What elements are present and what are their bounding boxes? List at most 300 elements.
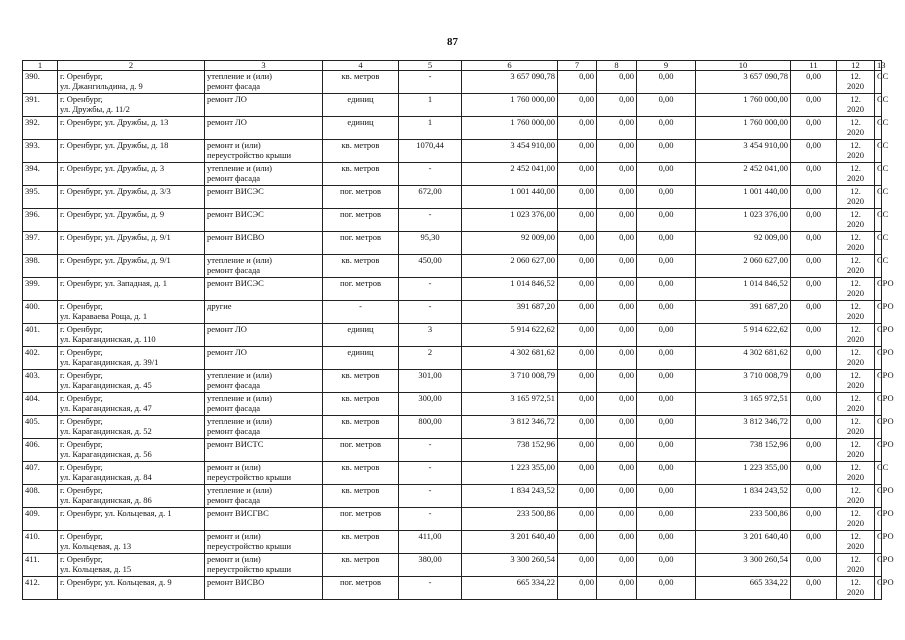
address-line-1: г. Оренбург, ул. Дружбы, д. 9 xyxy=(60,209,165,219)
address-line-2: ул. Кольцевая, д. 15 xyxy=(60,564,132,574)
funding-method-cell: СРО xyxy=(875,278,882,301)
address-line-1: г. Оренбург, xyxy=(60,301,103,311)
fund-col-10-cell: 0,00 xyxy=(637,209,696,232)
funding-method-cell: СС xyxy=(875,232,882,255)
work-type-cell xyxy=(205,186,323,209)
deadline-year: 2020 xyxy=(847,403,864,413)
deadline-cell xyxy=(837,347,875,370)
address-line-2: ул. Карагандинская, д. 84 xyxy=(60,472,152,482)
fund-col-12-cell: 0,00 xyxy=(791,278,837,301)
row-number-cell: 408. xyxy=(23,485,58,508)
deadline-month: 12. xyxy=(850,347,861,357)
work-type-cell xyxy=(205,324,323,347)
deadline-cell xyxy=(837,393,875,416)
deadline-year: 2020 xyxy=(847,173,864,183)
fund-col-11-cell: 1 223 355,00 xyxy=(696,462,791,485)
fund-col-8-cell: 0,00 xyxy=(558,232,597,255)
deadline-cell xyxy=(837,255,875,278)
volume-cell: 301,00 xyxy=(399,370,462,393)
fund-col-12-cell: 0,00 xyxy=(791,554,837,577)
work-type-line-1: утепление и (или) xyxy=(207,393,272,403)
work-type-cell xyxy=(205,71,323,94)
work-type-line-1: утепление и (или) xyxy=(207,416,272,426)
fund-col-11-cell: 4 302 681,62 xyxy=(696,347,791,370)
deadline-cell xyxy=(837,163,875,186)
fund-col-11-cell: 3 201 640,40 xyxy=(696,531,791,554)
deadline-year: 2020 xyxy=(847,242,864,252)
work-type-line-1: другие xyxy=(207,301,232,311)
total-cost-cell: 2 060 627,00 xyxy=(462,255,558,278)
table-row xyxy=(23,140,882,163)
fund-col-9-cell: 0,00 xyxy=(597,370,637,393)
funding-method-cell: СС xyxy=(875,94,882,117)
total-cost-cell: 1 834 243,52 xyxy=(462,485,558,508)
total-cost-cell: 1 760 000,00 xyxy=(462,94,558,117)
deadline-month: 12. xyxy=(850,485,861,495)
unit-cell: пог. метров xyxy=(323,232,399,255)
fund-col-10-cell: 0,00 xyxy=(637,508,696,531)
fund-col-8-cell: 0,00 xyxy=(558,324,597,347)
fund-col-12-cell: 0,00 xyxy=(791,347,837,370)
row-number-cell: 391. xyxy=(23,94,58,117)
row-number-cell: 396. xyxy=(23,209,58,232)
funding-method-cell: СРО xyxy=(875,416,882,439)
fund-col-12-cell: 0,00 xyxy=(791,71,837,94)
funding-method-cell: СС xyxy=(875,140,882,163)
table-row xyxy=(23,186,882,209)
address-cell xyxy=(58,554,205,577)
fund-col-8-cell: 0,00 xyxy=(558,163,597,186)
column-number-header: 1 xyxy=(23,61,58,71)
address-line-1: г. Оренбург, ул. Дружбы, д. 13 xyxy=(60,117,169,127)
unit-cell: пог. метров xyxy=(323,577,399,600)
table-row xyxy=(23,324,882,347)
deadline-year: 2020 xyxy=(847,587,864,597)
fund-col-8-cell: 0,00 xyxy=(558,186,597,209)
work-type-cell xyxy=(205,393,323,416)
column-number-header: 6 xyxy=(462,61,558,71)
work-type-cell xyxy=(205,554,323,577)
fund-col-8-cell: 0,00 xyxy=(558,94,597,117)
fund-col-9-cell: 0,00 xyxy=(597,255,637,278)
work-type-cell xyxy=(205,531,323,554)
row-number-cell: 399. xyxy=(23,278,58,301)
address-cell xyxy=(58,324,205,347)
fund-col-11-cell: 1 001 440,00 xyxy=(696,186,791,209)
row-number-cell: 409. xyxy=(23,508,58,531)
table-row xyxy=(23,209,882,232)
unit-cell: кв. метров xyxy=(323,370,399,393)
fund-col-11-cell: 2 060 627,00 xyxy=(696,255,791,278)
table-row xyxy=(23,255,882,278)
fund-col-10-cell: 0,00 xyxy=(637,439,696,462)
fund-col-9-cell: 0,00 xyxy=(597,554,637,577)
fund-col-11-cell: 3 165 972,51 xyxy=(696,393,791,416)
fund-col-10-cell: 0,00 xyxy=(637,462,696,485)
table-row xyxy=(23,485,882,508)
fund-col-9-cell: 0,00 xyxy=(597,531,637,554)
volume-cell: 300,00 xyxy=(399,393,462,416)
fund-col-12-cell: 0,00 xyxy=(791,393,837,416)
work-type-cell xyxy=(205,301,323,324)
work-type-line-1: ремонт ВИСГВС xyxy=(207,508,269,518)
funding-method-cell: СС xyxy=(875,71,882,94)
work-type-cell xyxy=(205,140,323,163)
unit-cell: кв. метров xyxy=(323,485,399,508)
deadline-cell xyxy=(837,186,875,209)
deadline-month: 12. xyxy=(850,186,861,196)
work-type-cell xyxy=(205,462,323,485)
volume-cell: - xyxy=(399,439,462,462)
volume-cell: 95,30 xyxy=(399,232,462,255)
address-cell xyxy=(58,163,205,186)
address-line-1: г. Оренбург, xyxy=(60,485,103,495)
work-type-line-1: ремонт ВИСТС xyxy=(207,439,264,449)
fund-col-10-cell: 0,00 xyxy=(637,416,696,439)
column-number-header: 4 xyxy=(323,61,399,71)
fund-col-12-cell: 0,00 xyxy=(791,301,837,324)
table-row xyxy=(23,531,882,554)
deadline-year: 2020 xyxy=(847,357,864,367)
volume-cell: 411,00 xyxy=(399,531,462,554)
fund-col-10-cell: 0,00 xyxy=(637,140,696,163)
funding-method-cell: СРО xyxy=(875,485,882,508)
repair-program-table xyxy=(22,60,894,600)
deadline-cell xyxy=(837,140,875,163)
fund-col-9-cell: 0,00 xyxy=(597,485,637,508)
fund-col-9-cell: 0,00 xyxy=(597,416,637,439)
work-type-line-1: ремонт и (или) xyxy=(207,554,261,564)
address-cell xyxy=(58,278,205,301)
fund-col-8-cell: 0,00 xyxy=(558,462,597,485)
fund-col-11-cell: 92 009,00 xyxy=(696,232,791,255)
fund-col-10-cell: 0,00 xyxy=(637,324,696,347)
deadline-year: 2020 xyxy=(847,288,864,298)
address-line-2: ул. Карагандинская, д. 52 xyxy=(60,426,152,436)
total-cost-cell: 738 152,96 xyxy=(462,439,558,462)
fund-col-11-cell: 3 300 260,54 xyxy=(696,554,791,577)
fund-col-10-cell: 0,00 xyxy=(637,255,696,278)
volume-cell: 1 xyxy=(399,94,462,117)
address-line-1: г. Оренбург, ул. Дружбы, д. 9/1 xyxy=(60,255,171,265)
total-cost-cell: 1 001 440,00 xyxy=(462,186,558,209)
work-type-line-1: ремонт и (или) xyxy=(207,140,261,150)
deadline-month: 12. xyxy=(850,117,861,127)
fund-col-12-cell: 0,00 xyxy=(791,370,837,393)
unit-cell: кв. метров xyxy=(323,554,399,577)
address-line-2: ул. Кольцевая, д. 13 xyxy=(60,541,132,551)
total-cost-cell: 3 710 008,79 xyxy=(462,370,558,393)
deadline-month: 12. xyxy=(850,508,861,518)
address-line-1: г. Оренбург, ул. Кольцевая, д. 1 xyxy=(60,508,172,518)
deadline-month: 12. xyxy=(850,554,861,564)
table-row xyxy=(23,370,882,393)
fund-col-10-cell: 0,00 xyxy=(637,117,696,140)
fund-col-10-cell: 0,00 xyxy=(637,186,696,209)
work-type-cell xyxy=(205,416,323,439)
fund-col-10-cell: 0,00 xyxy=(637,163,696,186)
deadline-year: 2020 xyxy=(847,518,864,528)
fund-col-10-cell: 0,00 xyxy=(637,577,696,600)
fund-col-10-cell: 0,00 xyxy=(637,554,696,577)
address-line-1: г. Оренбург, ул. Кольцевая, д. 9 xyxy=(60,577,172,587)
fund-col-10-cell: 0,00 xyxy=(637,232,696,255)
fund-col-10-cell: 0,00 xyxy=(637,370,696,393)
deadline-year: 2020 xyxy=(847,472,864,482)
address-line-2: ул. Караваева Роща, д. 1 xyxy=(60,311,148,321)
fund-col-12-cell: 0,00 xyxy=(791,255,837,278)
deadline-cell xyxy=(837,301,875,324)
table-row xyxy=(23,301,882,324)
column-number-header: 8 xyxy=(597,61,637,71)
volume-cell: 672,00 xyxy=(399,186,462,209)
deadline-year: 2020 xyxy=(847,150,864,160)
address-cell xyxy=(58,370,205,393)
unit-cell: пог. метров xyxy=(323,186,399,209)
funding-method-cell: СРО xyxy=(875,301,882,324)
work-type-line-2: ремонт фасада xyxy=(207,495,261,505)
fund-col-9-cell: 0,00 xyxy=(597,232,637,255)
total-cost-cell: 1 760 000,00 xyxy=(462,117,558,140)
work-type-line-1: ремонт ЛО xyxy=(207,94,247,104)
fund-col-11-cell: 3 710 008,79 xyxy=(696,370,791,393)
deadline-month: 12. xyxy=(850,416,861,426)
total-cost-cell: 233 500,86 xyxy=(462,508,558,531)
address-line-1: г. Оренбург, xyxy=(60,462,103,472)
fund-col-12-cell: 0,00 xyxy=(791,508,837,531)
deadline-cell xyxy=(837,577,875,600)
funding-method-cell: СРО xyxy=(875,324,882,347)
unit-cell: единиц xyxy=(323,117,399,140)
table-row xyxy=(23,439,882,462)
deadline-cell xyxy=(837,554,875,577)
total-cost-cell: 92 009,00 xyxy=(462,232,558,255)
volume-cell: - xyxy=(399,577,462,600)
total-cost-cell: 1 014 846,52 xyxy=(462,278,558,301)
fund-col-8-cell: 0,00 xyxy=(558,278,597,301)
table-row xyxy=(23,508,882,531)
work-type-cell xyxy=(205,347,323,370)
total-cost-cell: 3 165 972,51 xyxy=(462,393,558,416)
fund-col-12-cell: 0,00 xyxy=(791,531,837,554)
total-cost-cell: 3 812 346,72 xyxy=(462,416,558,439)
row-number-cell: 394. xyxy=(23,163,58,186)
deadline-year: 2020 xyxy=(847,495,864,505)
work-type-line-2: ремонт фасада xyxy=(207,173,261,183)
unit-cell: единиц xyxy=(323,324,399,347)
funding-method-cell: СРО xyxy=(875,531,882,554)
deadline-cell xyxy=(837,370,875,393)
unit-cell: пог. метров xyxy=(323,278,399,301)
table-row xyxy=(23,462,882,485)
work-type-line-1: ремонт ВИСЭС xyxy=(207,186,264,196)
fund-col-8-cell: 0,00 xyxy=(558,577,597,600)
fund-col-9-cell: 0,00 xyxy=(597,301,637,324)
row-number-cell: 393. xyxy=(23,140,58,163)
volume-cell: - xyxy=(399,462,462,485)
fund-col-8-cell: 0,00 xyxy=(558,416,597,439)
fund-col-11-cell: 665 334,22 xyxy=(696,577,791,600)
row-number-cell: 404. xyxy=(23,393,58,416)
fund-col-12-cell: 0,00 xyxy=(791,140,837,163)
row-number-cell: 403. xyxy=(23,370,58,393)
deadline-year: 2020 xyxy=(847,81,864,91)
unit-cell: единиц xyxy=(323,347,399,370)
fund-col-10-cell: 0,00 xyxy=(637,531,696,554)
row-number-cell: 406. xyxy=(23,439,58,462)
fund-col-9-cell: 0,00 xyxy=(597,140,637,163)
volume-cell: 3 xyxy=(399,324,462,347)
address-line-1: г. Оренбург, ул. Дружбы, д. 18 xyxy=(60,140,169,150)
address-cell xyxy=(58,508,205,531)
funding-method-cell: СРО xyxy=(875,370,882,393)
column-number-header: 11 xyxy=(791,61,837,71)
unit-cell: единиц xyxy=(323,94,399,117)
fund-col-11-cell: 3 657 090,78 xyxy=(696,71,791,94)
fund-col-10-cell: 0,00 xyxy=(637,278,696,301)
deadline-cell xyxy=(837,278,875,301)
address-line-2: ул. Карагандинская, д. 56 xyxy=(60,449,152,459)
fund-col-9-cell: 0,00 xyxy=(597,163,637,186)
work-type-cell xyxy=(205,577,323,600)
unit-cell: кв. метров xyxy=(323,255,399,278)
address-line-1: г. Оренбург, ул. Дружбы, д. 3 xyxy=(60,163,165,173)
work-type-line-2: ремонт фасада xyxy=(207,81,261,91)
work-type-line-1: ремонт ВИСЭС xyxy=(207,278,264,288)
address-line-2: ул. Карагандинская, д. 110 xyxy=(60,334,156,344)
deadline-cell xyxy=(837,439,875,462)
address-line-1: г. Оренбург, xyxy=(60,531,103,541)
deadline-year: 2020 xyxy=(847,541,864,551)
work-type-line-2: ремонт фасада xyxy=(207,426,261,436)
deadline-cell xyxy=(837,324,875,347)
fund-col-11-cell: 2 452 041,00 xyxy=(696,163,791,186)
work-type-line-2: ремонт фасада xyxy=(207,403,261,413)
fund-col-12-cell: 0,00 xyxy=(791,117,837,140)
work-type-line-1: ремонт ЛО xyxy=(207,324,247,334)
address-line-1: г. Оренбург, xyxy=(60,554,103,564)
table-row xyxy=(23,232,882,255)
fund-col-12-cell: 0,00 xyxy=(791,577,837,600)
address-cell xyxy=(58,416,205,439)
row-number-cell: 395. xyxy=(23,186,58,209)
funding-method-cell: СРО xyxy=(875,577,882,600)
fund-col-8-cell: 0,00 xyxy=(558,531,597,554)
funding-method-cell: СС xyxy=(875,209,882,232)
work-type-line-1: ремонт и (или) xyxy=(207,462,261,472)
deadline-month: 12. xyxy=(850,531,861,541)
work-type-line-2: ремонт фасада xyxy=(207,265,261,275)
address-cell xyxy=(58,232,205,255)
work-type-line-1: ремонт и (или) xyxy=(207,531,261,541)
funding-method-cell: СРО xyxy=(875,554,882,577)
address-cell xyxy=(58,462,205,485)
deadline-year: 2020 xyxy=(847,564,864,574)
fund-col-12-cell: 0,00 xyxy=(791,94,837,117)
table-row xyxy=(23,278,882,301)
deadline-year: 2020 xyxy=(847,311,864,321)
work-type-line-1: ремонт ЛО xyxy=(207,347,247,357)
fund-col-9-cell: 0,00 xyxy=(597,71,637,94)
fund-col-11-cell: 738 152,96 xyxy=(696,439,791,462)
deadline-month: 12. xyxy=(850,393,861,403)
unit-cell: кв. метров xyxy=(323,140,399,163)
address-cell xyxy=(58,255,205,278)
deadline-year: 2020 xyxy=(847,265,864,275)
row-number-cell: 407. xyxy=(23,462,58,485)
fund-col-9-cell: 0,00 xyxy=(597,209,637,232)
address-cell xyxy=(58,393,205,416)
row-number-cell: 400. xyxy=(23,301,58,324)
address-cell xyxy=(58,531,205,554)
total-cost-cell: 1 023 376,00 xyxy=(462,209,558,232)
funding-method-cell: СРО xyxy=(875,347,882,370)
deadline-cell xyxy=(837,416,875,439)
funding-method-cell: СРО xyxy=(875,508,882,531)
total-cost-cell: 3 657 090,78 xyxy=(462,71,558,94)
work-type-cell xyxy=(205,94,323,117)
work-type-cell xyxy=(205,163,323,186)
address-line-1: г. Оренбург, xyxy=(60,94,103,104)
fund-col-10-cell: 0,00 xyxy=(637,485,696,508)
address-cell xyxy=(58,577,205,600)
deadline-month: 12. xyxy=(850,278,861,288)
deadline-month: 12. xyxy=(850,209,861,219)
funding-method-cell: СРО xyxy=(875,393,882,416)
deadline-cell xyxy=(837,508,875,531)
address-line-1: г. Оренбург, xyxy=(60,393,103,403)
deadline-month: 12. xyxy=(850,163,861,173)
work-type-cell xyxy=(205,232,323,255)
row-number-cell: 398. xyxy=(23,255,58,278)
fund-col-12-cell: 0,00 xyxy=(791,485,837,508)
volume-cell: 380,00 xyxy=(399,554,462,577)
fund-col-9-cell: 0,00 xyxy=(597,347,637,370)
funding-method-cell: СС xyxy=(875,186,882,209)
unit-cell: пог. метров xyxy=(323,439,399,462)
unit-cell: кв. метров xyxy=(323,393,399,416)
fund-col-8-cell: 0,00 xyxy=(558,439,597,462)
total-cost-cell: 5 914 622,62 xyxy=(462,324,558,347)
volume-cell: - xyxy=(399,508,462,531)
work-type-cell xyxy=(205,370,323,393)
unit-cell: кв. метров xyxy=(323,71,399,94)
deadline-year: 2020 xyxy=(847,334,864,344)
work-type-line-2: переустройство крыши xyxy=(207,541,292,551)
volume-cell: - xyxy=(399,163,462,186)
address-line-1: г. Оренбург, xyxy=(60,347,103,357)
fund-col-10-cell: 0,00 xyxy=(637,71,696,94)
row-number-cell: 402. xyxy=(23,347,58,370)
work-type-cell xyxy=(205,209,323,232)
address-line-1: г. Оренбург, ул. Дружбы, д. 3/3 xyxy=(60,186,171,196)
fund-col-8-cell: 0,00 xyxy=(558,554,597,577)
address-line-1: г. Оренбург, ул. Дружбы, д. 9/1 xyxy=(60,232,171,242)
row-number-cell: 412. xyxy=(23,577,58,600)
deadline-year: 2020 xyxy=(847,426,864,436)
deadline-cell xyxy=(837,94,875,117)
deadline-month: 12. xyxy=(850,439,861,449)
table-row xyxy=(23,393,882,416)
total-cost-cell: 665 334,22 xyxy=(462,577,558,600)
row-number-cell: 405. xyxy=(23,416,58,439)
work-type-line-1: утепление и (или) xyxy=(207,255,272,265)
fund-col-10-cell: 0,00 xyxy=(637,347,696,370)
fund-col-9-cell: 0,00 xyxy=(597,324,637,347)
fund-col-11-cell: 1 760 000,00 xyxy=(696,94,791,117)
address-cell xyxy=(58,439,205,462)
work-type-cell xyxy=(205,485,323,508)
